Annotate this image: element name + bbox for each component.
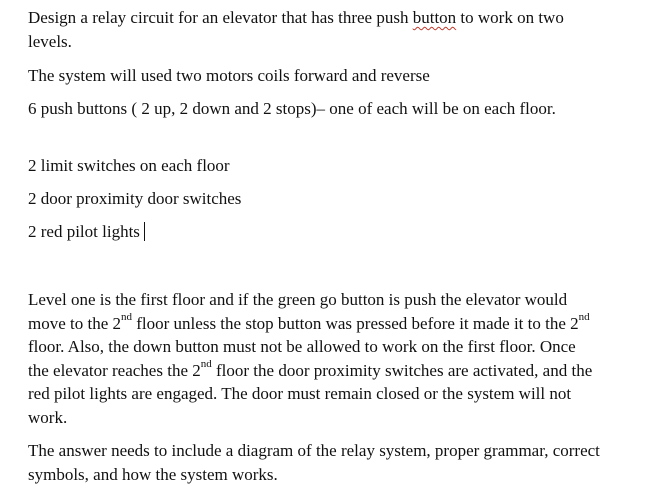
level-text-b: floor unless the stop button was pressed before it made it to the 2 xyxy=(132,313,579,333)
pilot-lights-text: 2 red pilot lights xyxy=(28,222,140,241)
spellcheck-flagged-word[interactable]: button xyxy=(412,8,457,27)
superscript-nd-3: nd xyxy=(200,357,212,370)
text-cursor xyxy=(144,222,145,241)
paragraph-limit-switches: 2 limit switches on each floor xyxy=(28,156,230,175)
paragraph-level-description xyxy=(28,288,600,429)
paragraph-motors: The system will used two motors coils forward and reverse xyxy=(28,66,430,85)
paragraph-push-buttons: 6 push buttons ( 2 up, 2 down and 2 stops)– one of each will be on each floor. xyxy=(28,99,556,118)
task-text-before: Design a relay circuit for an elevator that has three push xyxy=(28,8,413,27)
task-text-after: to work on two levels. xyxy=(28,8,564,51)
level-text-d: floor the door proximity switches are activated, and the red pilot lights are engaged. The door must remain closed or the system will not work. xyxy=(28,360,593,427)
paragraph-task-statement xyxy=(28,6,600,53)
paragraph-answer-requirements: The answer needs to include a diagram of the relay system, proper grammar, correct symbols, and how the system works. xyxy=(28,441,600,484)
paragraph-pilot-lights xyxy=(28,220,600,244)
paragraph-door-switches: 2 door proximity door switches xyxy=(28,189,242,208)
superscript-nd-2: nd xyxy=(578,310,590,323)
level-text-a: Level one is the first floor and if the green go button is push the elevator would move to the 2 xyxy=(28,290,568,333)
level-text-c: floor. Also, the down button must not be allowed to work on the first floor. Once the elevator reaches the 2 xyxy=(28,337,576,380)
superscript-nd-1: nd xyxy=(121,310,133,323)
